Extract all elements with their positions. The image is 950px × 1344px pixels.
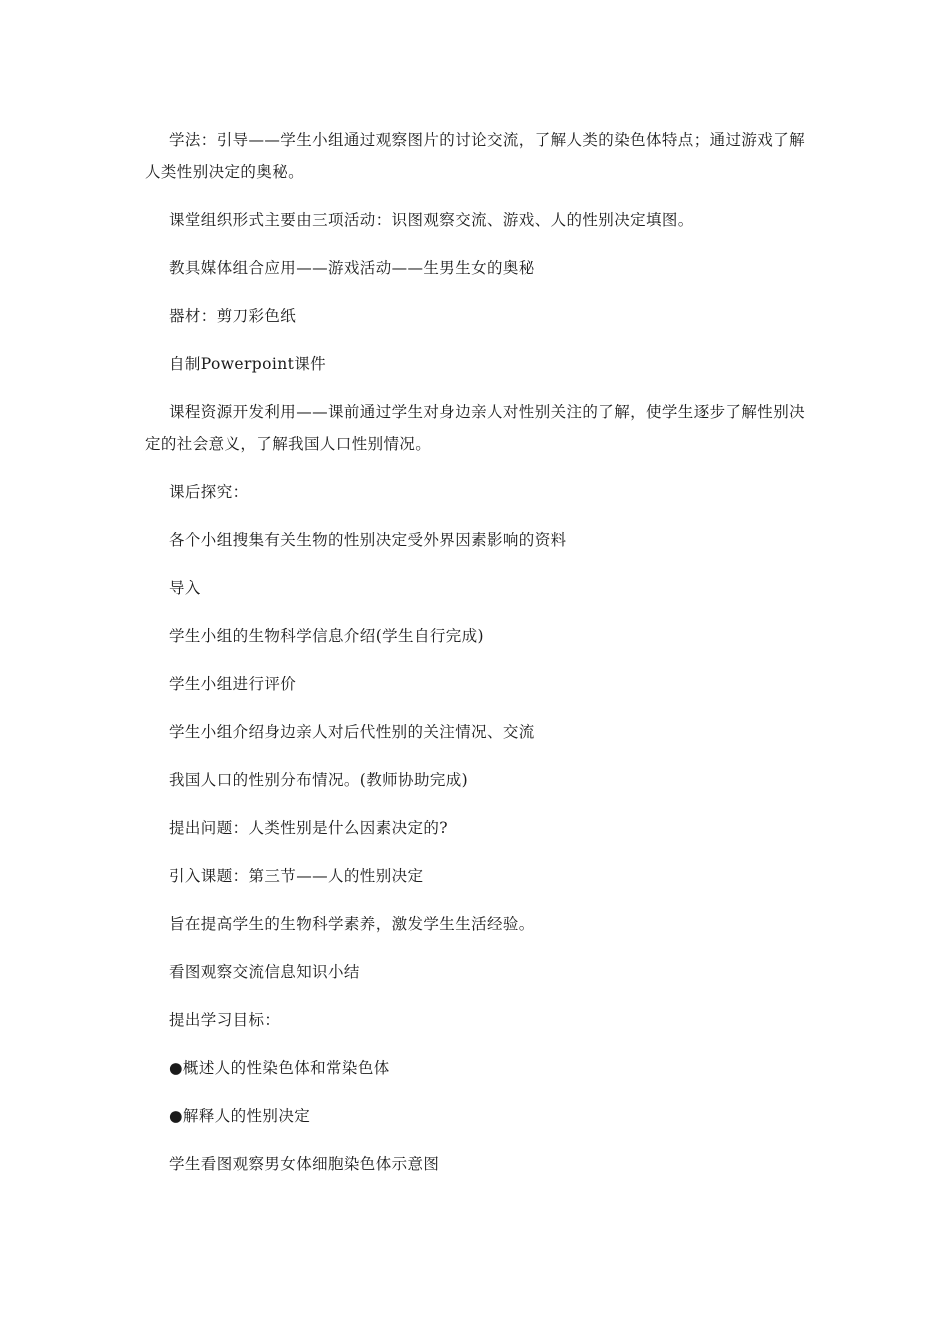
paragraph-question: 提出问题：人类性别是什么因素决定的?	[169, 819, 449, 837]
paragraph-objective-2: ●解释人的性别决定	[169, 1107, 311, 1125]
paragraph-introduction-heading: 导入	[169, 579, 201, 597]
paragraph-equipment: 器材：剪刀彩色纸	[169, 307, 297, 325]
paragraph-group-info: 学生小组的生物科学信息介绍(学生自行完成)	[169, 627, 484, 645]
paragraph-objective-1: ●概述人的性染色体和常染色体	[169, 1059, 390, 1077]
paragraph-objectives-heading: 提出学习目标：	[169, 1011, 281, 1029]
document-body	[145, 124, 807, 1196]
paragraph-group-evaluation: 学生小组进行评价	[169, 675, 297, 693]
paragraph-after-class-heading: 课后探究：	[169, 483, 249, 501]
paragraph-courseware: 自制Powerpoint课件	[169, 355, 327, 373]
paragraph-population-distribution: 我国人口的性别分布情况。(教师协助完成)	[169, 771, 469, 789]
paragraph-resource-development: 课程资源开发利用——课前通过学生对身边亲人对性别关注的了解，使学生逐步了解性别决定的社会意义，了解我国人口性别情况。	[145, 403, 806, 453]
paragraph-media-combination: 教具媒体组合应用——游戏活动——生男生女的奥秘	[169, 259, 535, 277]
paragraph-group-research: 各个小组搜集有关生物的性别决定受外界因素影响的资料	[169, 531, 567, 549]
paragraph-lesson-topic: 引入课题：第三节——人的性别决定	[169, 867, 424, 885]
paragraph-observe-diagram: 学生看图观察男女体细胞染色体示意图	[169, 1155, 440, 1173]
paragraph-summary: 看图观察交流信息知识小结	[169, 963, 360, 981]
paragraph-study-method: 学法：引导——学生小组通过观察图片的讨论交流，了解人类的染色体特点；通过游戏了解人类性别决定的奥秘。	[145, 131, 806, 181]
paragraph-purpose: 旨在提高学生的生物科学素养，激发学生生活经验。	[169, 915, 535, 933]
paragraph-family-attention: 学生小组介绍身边亲人对后代性别的关注情况、交流	[169, 723, 535, 741]
paragraph-class-organization: 课堂组织形式主要由三项活动：识图观察交流、游戏、人的性别决定填图。	[169, 211, 694, 229]
